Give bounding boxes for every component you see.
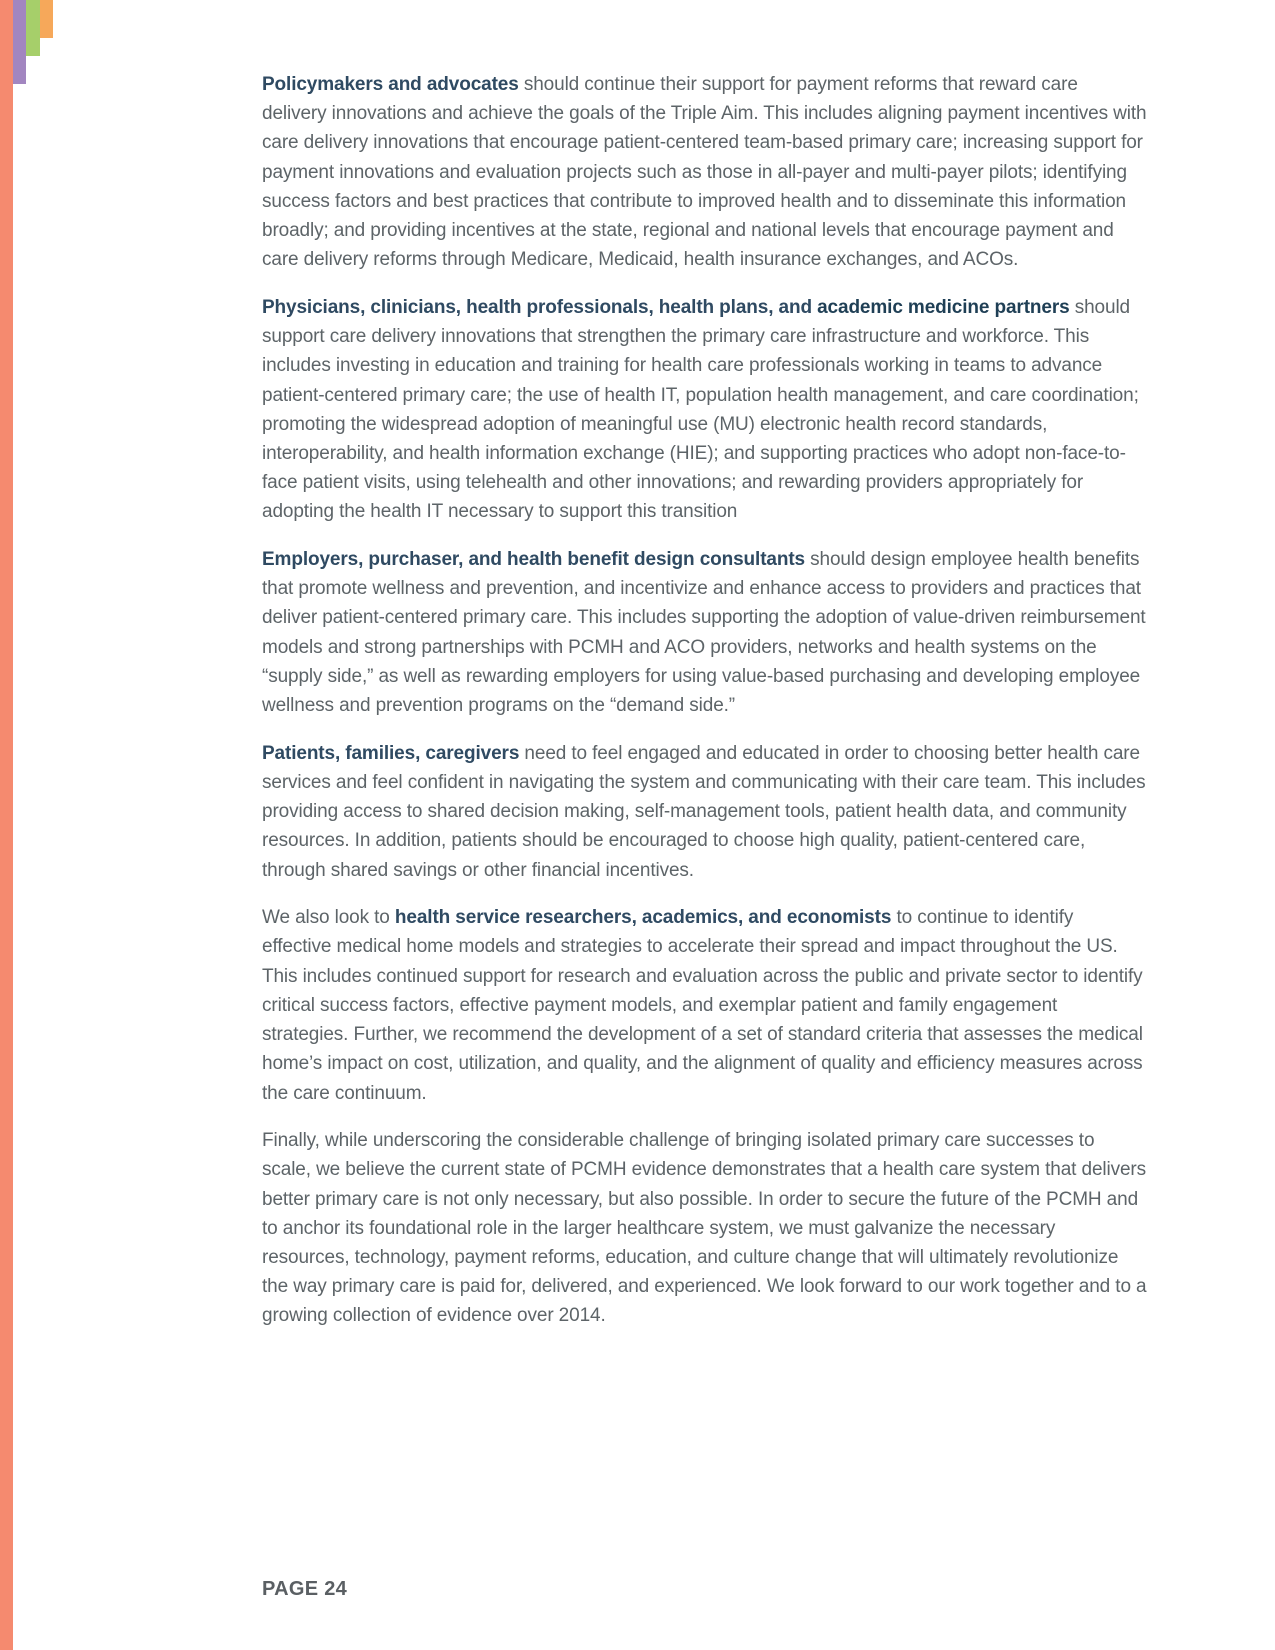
decorative-bar-green: [26, 0, 40, 56]
paragraph-intro: We also look to: [262, 907, 395, 929]
decorative-bar-orange: [40, 0, 53, 38]
decorative-bar-purple: [13, 0, 26, 84]
paragraph-text: should design employee health benefits that promote wellness and prevention, and incentivize and enhance access to providers and practices that deliver patient-centered primary care. This includes supporting the adoption of value-driven reimbursement models and strong partnerships with PCMH and ACO providers, networks and health systems on the “supply side,” as well as rewarding employers for using value-based purchasing and developing employee wellness and prevention programs on the “demand side.”: [262, 549, 1146, 717]
decorative-bar-coral: [0, 0, 13, 1650]
paragraph-text: Finally, while underscoring the considerable challenge of bringing isolated primary care successes to scale, we believe the current state of PCMH evidence demonstrates that a health care system that delivers better primary care is not only necessary, but also possible. In order to secure the future of the PCMH and to anchor its foundational role in the larger healthcare system, we must galvanize the necessary resources, technology, payment reforms, education, and culture change that will ultimately revolutionize the way primary care is paid for, delivered, and experienced. We look forward to our work together and to a growing collection of evidence over 2014.: [262, 1130, 1147, 1327]
paragraph-lead: Patients, families, caregivers: [262, 742, 520, 764]
paragraph-lead-secondary: academic medicine partners: [817, 296, 1070, 318]
page-number: PAGE 24: [262, 1578, 348, 1600]
paragraph-patients: [262, 739, 1147, 885]
paragraph-policymakers: [262, 70, 1147, 274]
paragraph-text: should support care delivery innovations that strengthen the primary care infrastructure and workforce. This includes investing in education and training for health care professionals working in teams to advance patient-centered primary care; the use of health IT, population health management, and care coordination; promoting the widespread adoption of meaningful use (MU) electronic health record standards, interoperability, and health information exchange (HIE); and supporting practices who adopt non-face-to-face patient visits, using telehealth and other innovations; and rewarding providers appropriately for adopting the health IT necessary to support this transition: [262, 296, 1139, 523]
page-content: [262, 70, 1147, 1349]
paragraph-lead: Employers, purchaser, and health benefit design consultants: [262, 549, 805, 571]
paragraph-text: to continue to identify effective medical home models and strategies to accelerate their spread and impact throughout the US. This includes continued support for research and evaluation across the public and private sector to identify critical success factors, effective payment models, and exemplar patient and family engagement strategies. Further, we recommend the development of a set of standard criteria that assesses the medical home’s impact on cost, utilization, and quality, and the alignment of quality and efficiency measures across the care continuum.: [262, 907, 1143, 1104]
paragraph-lead: Physicians, clinicians, health professionals, health plans, and: [262, 296, 818, 318]
paragraph-text: should continue their support for payment reforms that reward care delivery innovations and achieve the goals of the Triple Aim. This includes aligning payment incentives with care delivery innovations that encourage patient-centered team-based primary care; increasing support for payment innovations and evaluation projects such as those in all-payer and multi-payer pilots; identifying success factors and best practices that contribute to improved health and to disseminate this information broadly; and providing incentives at the state, regional and national levels that encourage payment and care delivery reforms through Medicare, Medicaid, health insurance exchanges, and ACOs.: [262, 74, 1147, 271]
paragraph-lead: health service researchers, academics, and economists: [394, 907, 892, 929]
paragraph-employers: [262, 545, 1147, 720]
paragraph-lead: Policymakers and advocates: [262, 74, 519, 95]
paragraph-conclusion: [262, 1126, 1147, 1330]
paragraph-researchers: [262, 903, 1147, 1107]
paragraph-text: need to feel engaged and educated in order to choosing better health care services and feel confident in navigating the system and communicating with their care team. This includes providing access to shared decision making, self-management tools, patient health data, and community resources. In addition, patients should be encouraged to choose high quality, patient-centered care, through shared savings or other financial incentives.: [262, 742, 1146, 881]
paragraph-physicians: [262, 293, 1147, 527]
